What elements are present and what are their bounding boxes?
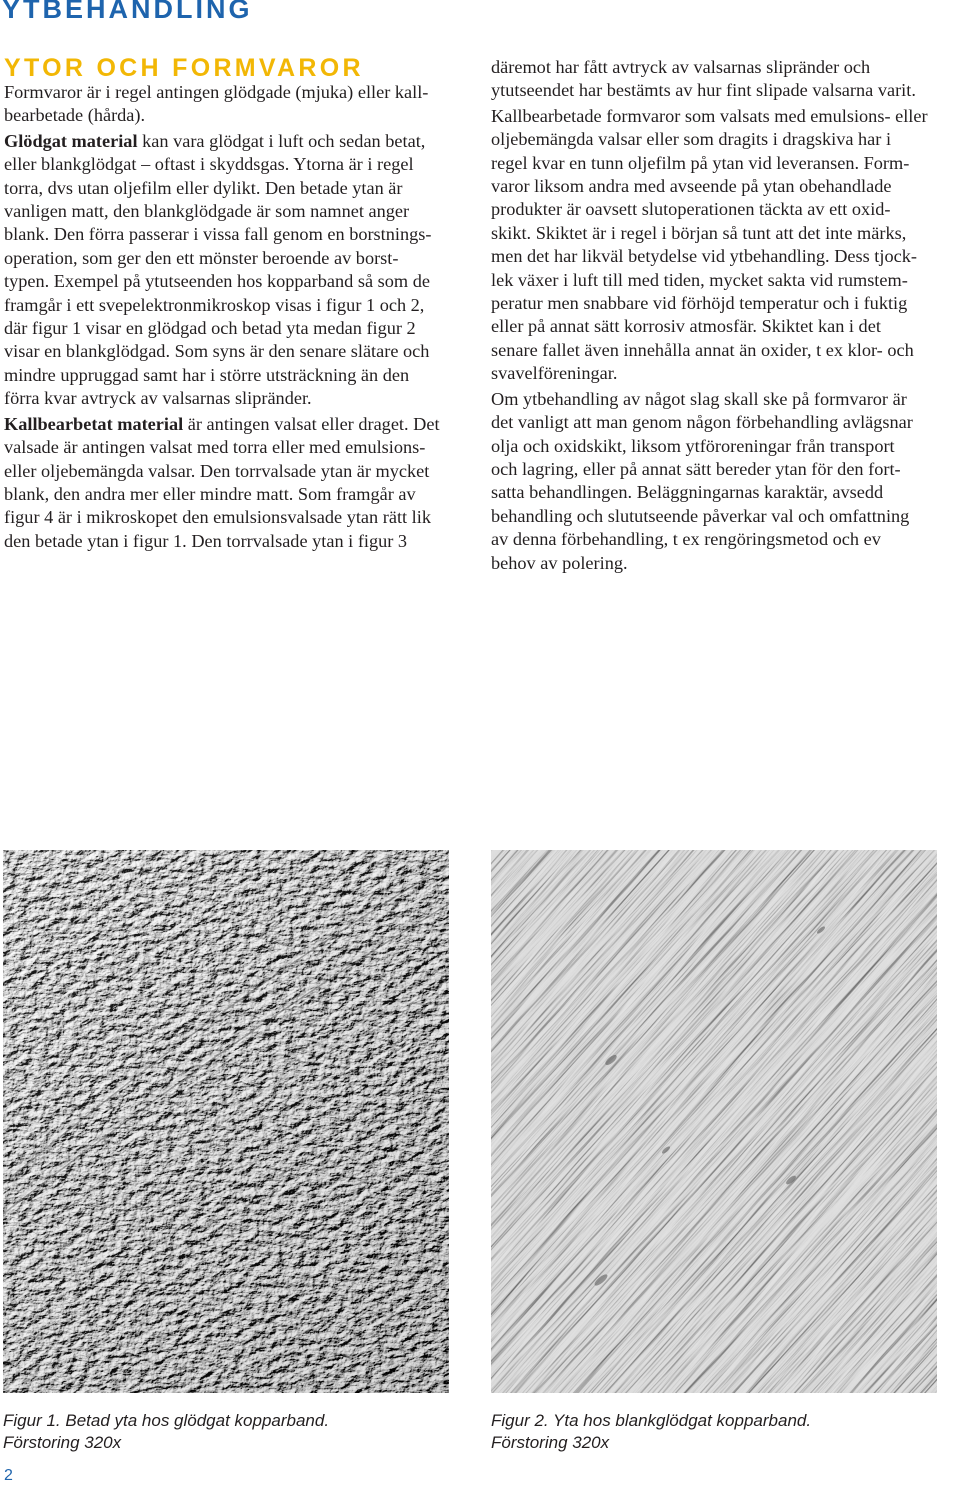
- text-fragment: är antingen valsat eller draget. Det: [183, 413, 440, 434]
- text-line: visar en blankglödgad. Som syns är den senare slätare och: [4, 341, 430, 362]
- left-paragraph-1: [4, 81, 466, 128]
- kallbearbetat-material-lead: Kallbearbetat material: [4, 413, 184, 434]
- text-line: torra, dvs utan oljefilm eller dylikt. Den betade ytan är: [4, 177, 403, 198]
- text-line: eller oljebemängda valsar. Den torrvalsade ytan är mycket: [4, 460, 430, 481]
- figure-1-caption: [3, 1410, 329, 1454]
- text-line: lek växer i luft till med tiden, mycket sakta vid rumstem-: [491, 269, 908, 290]
- text-fragment: kan vara glödgat i luft och sedan betat,: [137, 130, 426, 151]
- text-line: och lagring, eller på annat sätt bereder ytan för den fort-: [491, 458, 901, 479]
- text-line: Kallbearbetade formvaror som valsats med emulsions- eller: [491, 105, 928, 126]
- text-line: Formvaror är i regel antingen glödgade (mjuka) eller kall-: [4, 82, 429, 102]
- caption-line: Förstoring 320x: [3, 1433, 122, 1452]
- text-line: typen. Exempel på ytutseenden hos kopparband så som de: [4, 271, 430, 292]
- text-line: skikt. Skiktet är i regel i början så tunt att det inte märks,: [491, 222, 907, 243]
- figure-2-caption: [491, 1410, 811, 1454]
- text-line: förra kvar avtryck av valsarnas slipränder.: [4, 388, 312, 409]
- text-line: framgår i ett svepelektronmikroskop visas i figur 1 och 2,: [4, 294, 425, 315]
- text-line: behov av polering.: [491, 552, 628, 573]
- right-paragraph-2: [491, 105, 957, 386]
- text-line: figur 4 är i mikroskopet den emulsionsvalsade ytan rätt lik: [4, 507, 431, 528]
- figure-2-texture: [491, 850, 937, 1393]
- text-line: varor liksom andra med avseende på ytan obehandlade: [491, 176, 892, 197]
- text-line: eller blankglödgat – oftast i skyddsgas. Ytorna är i regel: [4, 154, 414, 175]
- text-line: det vanligt att man genom någon förbehandling avlägsnar: [491, 412, 913, 433]
- text-line: eller på annat sätt korrosiv atmosfär. Skiktet kan i det: [491, 316, 881, 337]
- text-line: ytutseendet har bestämts av hur fint slipade valsarna varit.: [491, 80, 916, 101]
- text-line: peratur men snabbare vid förhöjd temperatur och i fuktig: [491, 293, 908, 314]
- text-line: oljebemängda valsar eller som dragits i dragskiva har i: [491, 129, 892, 150]
- text-line: behandling och slututseende påverkar val och omfattning: [491, 505, 910, 526]
- text-line: mindre uppruggad samt har i större utsträckning än den: [4, 364, 410, 385]
- text-line: blank. Den förra passerar i vissa fall genom en borstnings-: [4, 224, 432, 245]
- left-paragraph-2: [4, 130, 466, 411]
- text-line: senare fallet även innehålla annat än oxider, t ex klor- och: [491, 339, 914, 360]
- text-line: svavelföreningar.: [491, 363, 618, 384]
- caption-line: Förstoring 320x: [491, 1433, 610, 1452]
- text-line: produkter är oavsett slutoperationen täckta av ett oxid-: [491, 199, 891, 220]
- text-line: valsade är antingen valsat med torra eller med emulsions-: [4, 437, 426, 458]
- glodgat-material-lead: Glödgat material: [4, 130, 138, 151]
- caption-line: Figur 2. Yta hos blankglödgat kopparband.: [491, 1411, 812, 1430]
- text-line: vanligen matt, den blankglödgade är som namnet anger: [4, 201, 410, 222]
- text-line: regel kvar en tunn oljefilm på ytan vid leveransen. Form-: [491, 152, 910, 173]
- header-title: YTBEHANDLING: [2, 0, 253, 24]
- right-column: [491, 56, 957, 577]
- text-line: [4, 130, 466, 153]
- text-line: där figur 1 visar en glödgad och betad yta medan figur 2: [4, 318, 416, 339]
- text-line: blank, den andra mer eller mindre matt. Som framgår av: [4, 483, 416, 504]
- text-line: däremot har fått avtryck av valsarnas slipränder och: [491, 57, 871, 77]
- left-paragraph-3: [4, 413, 466, 553]
- caption-line: Figur 1. Betad yta hos glödgat kopparband.: [3, 1411, 330, 1430]
- page-number: 2: [4, 1467, 13, 1484]
- text-line: men det har likväl betydelse vid ytbehandling. Dess tjock-: [491, 246, 917, 267]
- figure-2-micrograph: [491, 850, 937, 1393]
- left-column: [4, 81, 466, 555]
- text-line: operation, som ger den ett mönster beroende av borst-: [4, 247, 399, 268]
- section-title: YTOR OCH FORMVAROR: [4, 54, 364, 82]
- text-line: [4, 413, 466, 436]
- text-line: Om ytbehandling av något slag skall ske på formvaror är: [491, 388, 907, 409]
- text-line: den betade ytan i figur 1. Den torrvalsade ytan i figur 3: [4, 530, 408, 551]
- text-line: av denna förbehandling, t ex rengöringsmetod och ev: [491, 529, 881, 550]
- text-line: olja och oxidskikt, liksom ytföroreningar från transport: [491, 435, 895, 456]
- text-line: bearbetade (hårda).: [4, 105, 146, 126]
- right-paragraph-3: [491, 388, 957, 575]
- figure-1-micrograph: [3, 850, 449, 1393]
- right-paragraph-1: [491, 56, 957, 103]
- figure-1-texture: [3, 850, 449, 1393]
- text-line: satta behandlingen. Beläggningarnas karaktär, avsedd: [491, 482, 884, 503]
